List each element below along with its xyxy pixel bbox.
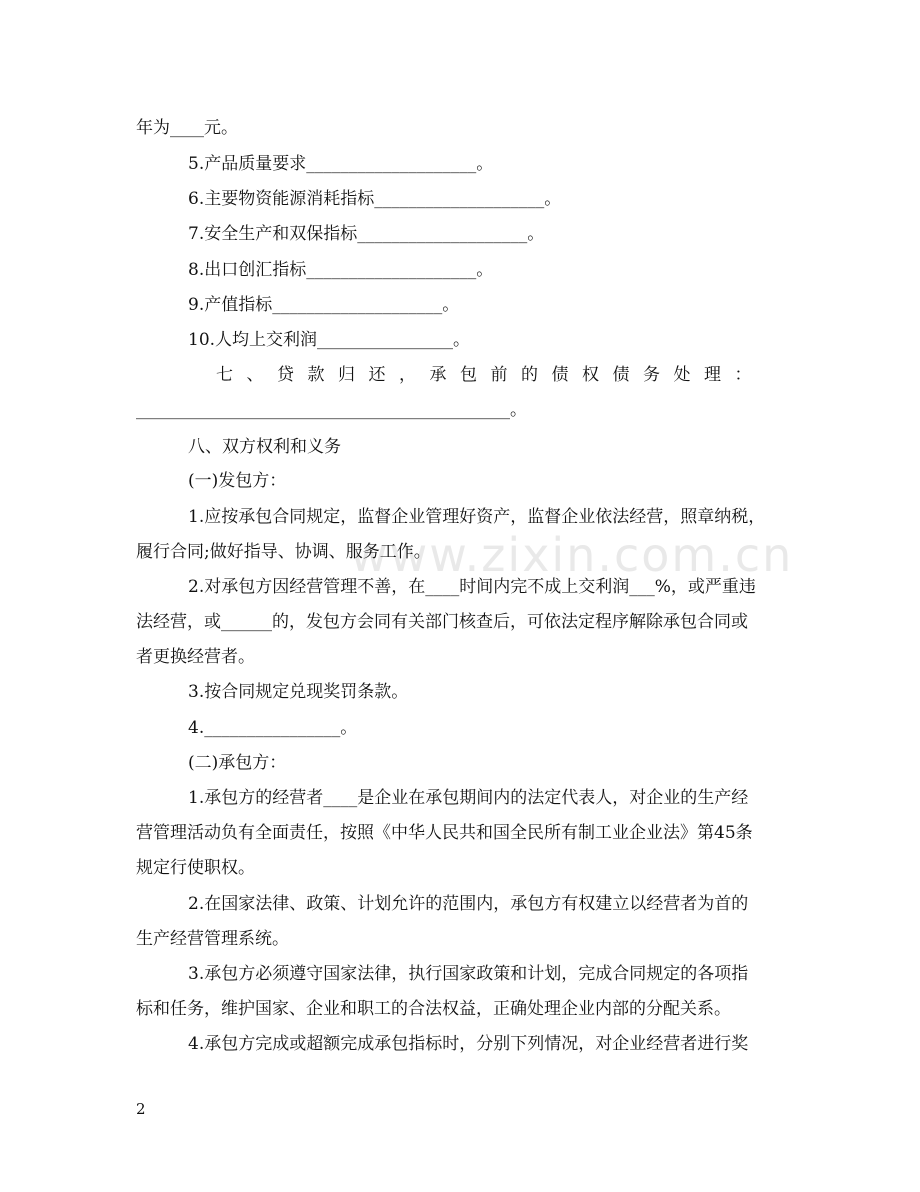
page-number: 2 (136, 1100, 146, 1118)
text-line: 1.承包方的经营者____是企业在承包期间内的法定代表人，对企业的生产经 (188, 788, 749, 808)
text-line: 1.应按承包合同规定，监督企业管理好资产，监督企业依法经营，照章纳税， (188, 507, 766, 527)
text-line: 3.按合同规定兑现奖罚条款。 (188, 682, 409, 702)
subsection-heading: (一)发包方： (188, 471, 287, 491)
section-heading: 七、贷款归还，承包前的债权债务处理： (216, 365, 765, 385)
text-line: 10.人均上交利润________________。 (188, 330, 471, 350)
text-line: 法经营，或______的，发包方会同有关部门核查后，可依法定程序解除承包合同或 (136, 612, 748, 632)
text-line: 4.________________。 (188, 718, 358, 738)
text-line: 4.承包方完成或超额完成承包指标时，分别下列情况，对企业经营者进行奖 (188, 1034, 749, 1054)
text-line: 5.产品质量要求____________________。 (188, 154, 494, 174)
text-line: 年为____元。 (136, 118, 238, 138)
text-line: ____________________________________________。 (136, 400, 527, 420)
text-line: 者更换经营者。 (136, 647, 255, 667)
text-line: 生产经营管理系统。 (136, 929, 289, 949)
text-line: 9.产值指标____________________。 (188, 295, 460, 315)
text-line: 2.对承包方因经营管理不善，在____时间内完不成上交利润___%，或严重违 (188, 577, 756, 597)
subsection-heading: (二)承包方： (188, 753, 287, 773)
text-line: 营管理活动负有全面责任，按照《中华人民共和国全民所有制工业企业法》第45条 (136, 823, 753, 843)
text-line: 规定行使职权。 (136, 858, 255, 878)
text-line: 7.安全生产和双保指标____________________。 (188, 224, 545, 244)
text-line: 6.主要物资能源消耗指标____________________。 (188, 189, 562, 209)
section-heading: 八、双方权利和义务 (188, 437, 341, 457)
text-line: 标和任务，维护国家、企业和职工的合法权益，正确处理企业内部的分配关系。 (136, 999, 731, 1019)
text-line: 履行合同;做好指导、协调、服务工作。 (136, 542, 431, 562)
text-line: 8.出口创汇指标____________________。 (188, 260, 494, 280)
text-line: 3.承包方必须遵守国家法律，执行国家政策和计划，完成合同规定的各项指 (188, 964, 749, 984)
watermark: www.zixin.com.cn (350, 528, 794, 582)
text-line: 2.在国家法律、政策、计划允许的范围内，承包方有权建立以经营者为首的 (188, 894, 749, 914)
